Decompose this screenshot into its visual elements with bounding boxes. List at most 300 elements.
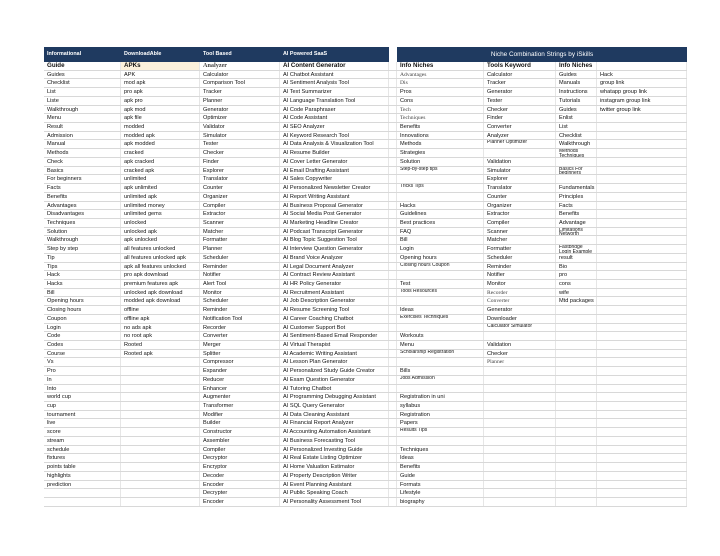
- cell-r48-c6[interactable]: Guide: [397, 472, 484, 480]
- cell-r40-c5[interactable]: [389, 402, 397, 410]
- cell-r44-c9[interactable]: [597, 437, 687, 445]
- cell-r27-c3[interactable]: Monitor: [200, 289, 280, 297]
- cell-r8-c8[interactable]: List: [556, 123, 597, 131]
- cell-r9-c6[interactable]: Innovations: [397, 132, 484, 140]
- cell-r47-c7[interactable]: [484, 463, 556, 471]
- cell-r13-c7[interactable]: Simulator: [484, 167, 556, 175]
- cell-r19-c1[interactable]: Techniques: [44, 219, 121, 227]
- cell-r8-c4[interactable]: AI SEO Analyzer: [280, 123, 389, 131]
- cell-r32-c3[interactable]: Converter: [200, 332, 280, 340]
- cell-r7-c4[interactable]: AI Code Assistant: [280, 114, 389, 122]
- cell-r30-c5[interactable]: [389, 315, 397, 323]
- header-ai-saas[interactable]: AI Powered SaaS: [280, 47, 389, 62]
- cell-r6-c8[interactable]: Guides: [556, 106, 597, 114]
- cell-r48-c3[interactable]: Decoder: [200, 472, 280, 480]
- cell-r29-c8[interactable]: [556, 306, 597, 314]
- cell-r45-c3[interactable]: Compiler: [200, 446, 280, 454]
- cell-r35-c9[interactable]: [597, 358, 687, 366]
- cell-r6-c6[interactable]: Tech: [397, 106, 484, 114]
- cell-r29-c6[interactable]: Ideas: [397, 306, 484, 314]
- cell-r40-c9[interactable]: [597, 402, 687, 410]
- cell-r20-c9[interactable]: [597, 228, 687, 236]
- cell-r45-c2[interactable]: [121, 446, 200, 454]
- cell-r34-c2[interactable]: Rooted apk: [121, 350, 200, 358]
- cell-r20-c5[interactable]: [389, 228, 397, 236]
- cell-r27-c9[interactable]: [597, 289, 687, 297]
- cell-r15-c7[interactable]: Translator: [484, 184, 556, 192]
- cell-r8-c6[interactable]: Benefits: [397, 123, 484, 131]
- cell-r47-c8[interactable]: [556, 463, 597, 471]
- cell-r41-c5[interactable]: [389, 411, 397, 419]
- cell-r44-c1[interactable]: stream: [44, 437, 121, 445]
- cell-r16-c4[interactable]: AI Report Writing Assistant: [280, 193, 389, 201]
- cell-r35-c5[interactable]: [389, 358, 397, 366]
- cell-r49-c6[interactable]: Formats: [397, 481, 484, 489]
- cell-r30-c2[interactable]: offline apk: [121, 315, 200, 323]
- cell-r37-c4[interactable]: AI Exam Question Generator: [280, 376, 389, 384]
- cell-r34-c4[interactable]: AI Academic Writing Assistant: [280, 350, 389, 358]
- cell-r42-c9[interactable]: [597, 419, 687, 427]
- cell-r32-c1[interactable]: Code: [44, 332, 121, 340]
- cell-r39-c8[interactable]: [556, 393, 597, 401]
- cell-r10-c5[interactable]: [389, 140, 397, 148]
- cell-r36-c5[interactable]: [389, 367, 397, 375]
- cell-r12-c5[interactable]: [389, 158, 397, 166]
- cell-r4-c7[interactable]: Generator: [484, 88, 556, 96]
- cell-r31-c3[interactable]: Recorder: [200, 324, 280, 332]
- cell-r39-c6[interactable]: Registration in uni: [397, 393, 484, 401]
- cell-r32-c6[interactable]: Workouts: [397, 332, 484, 340]
- cell-r3-c2[interactable]: mod apk: [121, 79, 200, 87]
- cell-r5-c9[interactable]: instagram group link: [597, 97, 687, 105]
- cell-r22-c2[interactable]: all features unlocked: [121, 245, 200, 253]
- cell-r16-c2[interactable]: unlimited apk: [121, 193, 200, 201]
- cell-r20-c8[interactable]: Limitations Networth: [556, 228, 597, 236]
- cell-r25-c5[interactable]: [389, 271, 397, 279]
- cell-r1-c3[interactable]: Analyzer: [200, 62, 280, 70]
- cell-r11-c7[interactable]: [484, 149, 556, 157]
- cell-r30-c4[interactable]: AI Career Coaching Chatbot: [280, 315, 389, 323]
- cell-r39-c2[interactable]: [121, 393, 200, 401]
- cell-r39-c4[interactable]: AI Programming Debugging Assistant: [280, 393, 389, 401]
- cell-r48-c7[interactable]: [484, 472, 556, 480]
- cell-r41-c6[interactable]: Registration: [397, 411, 484, 419]
- cell-r5-c3[interactable]: Planner: [200, 97, 280, 105]
- cell-r40-c2[interactable]: [121, 402, 200, 410]
- cell-r19-c9[interactable]: [597, 219, 687, 227]
- cell-r27-c8[interactable]: wife: [556, 289, 597, 297]
- cell-r13-c6[interactable]: Step-by-step tips: [397, 167, 484, 175]
- cell-r26-c9[interactable]: [597, 280, 687, 288]
- cell-r4-c4[interactable]: AI Text Summarizer: [280, 88, 389, 96]
- cell-r43-c7[interactable]: [484, 428, 556, 436]
- cell-r2-c8[interactable]: Guides: [556, 71, 597, 79]
- cell-r11-c1[interactable]: Methods: [44, 149, 121, 157]
- cell-r1-c9[interactable]: [597, 62, 687, 70]
- cell-r35-c6[interactable]: [397, 358, 484, 366]
- cell-r12-c7[interactable]: Validation: [484, 158, 556, 166]
- cell-r29-c5[interactable]: [389, 306, 397, 314]
- cell-r25-c6[interactable]: [397, 271, 484, 279]
- cell-r38-c9[interactable]: [597, 385, 687, 393]
- cell-r6-c3[interactable]: Generator: [200, 106, 280, 114]
- cell-r13-c1[interactable]: Basics: [44, 167, 121, 175]
- cell-r24-c5[interactable]: [389, 263, 397, 271]
- cell-r15-c9[interactable]: [597, 184, 687, 192]
- cell-r27-c6[interactable]: Tools Resources: [397, 289, 484, 297]
- cell-r31-c9[interactable]: [597, 324, 687, 332]
- cell-r30-c7[interactable]: Downloader: [484, 315, 556, 323]
- cell-r25-c7[interactable]: Notifier: [484, 271, 556, 279]
- cell-r26-c5[interactable]: [389, 280, 397, 288]
- cell-r33-c7[interactable]: Validation: [484, 341, 556, 349]
- cell-r50-c9[interactable]: [597, 489, 687, 497]
- cell-r2-c4[interactable]: AI Chatbot Assistant: [280, 71, 389, 79]
- cell-r13-c5[interactable]: [389, 167, 397, 175]
- cell-r21-c7[interactable]: Matcher: [484, 236, 556, 244]
- cell-r50-c6[interactable]: Lifestyle: [397, 489, 484, 497]
- cell-r39-c5[interactable]: [389, 393, 397, 401]
- cell-r16-c5[interactable]: [389, 193, 397, 201]
- cell-r33-c4[interactable]: AI Virtual Therapist: [280, 341, 389, 349]
- cell-r35-c4[interactable]: AI Lesson Plan Generator: [280, 358, 389, 366]
- cell-r23-c5[interactable]: [389, 254, 397, 262]
- cell-r40-c3[interactable]: Transformer: [200, 402, 280, 410]
- cell-r25-c8[interactable]: pro: [556, 271, 597, 279]
- cell-r50-c4[interactable]: AI Public Speaking Coach: [280, 489, 389, 497]
- cell-r46-c8[interactable]: [556, 454, 597, 462]
- cell-r38-c1[interactable]: Into: [44, 385, 121, 393]
- cell-r15-c4[interactable]: AI Personalized Newsletter Creator: [280, 184, 389, 192]
- cell-r10-c4[interactable]: AI Data Analysis & Visualization Tool: [280, 140, 389, 148]
- cell-r16-c6[interactable]: [397, 193, 484, 201]
- cell-r31-c6[interactable]: [397, 324, 484, 332]
- cell-r6-c7[interactable]: Checker: [484, 106, 556, 114]
- cell-r13-c8[interactable]: Basics For beginners: [556, 167, 597, 175]
- cell-r19-c8[interactable]: Advantage: [556, 219, 597, 227]
- cell-r38-c8[interactable]: [556, 385, 597, 393]
- cell-r51-c5[interactable]: [389, 498, 397, 506]
- cell-r29-c9[interactable]: [597, 306, 687, 314]
- cell-r15-c6[interactable]: Tricks Tips: [397, 184, 484, 192]
- cell-r28-c7[interactable]: Converter: [484, 297, 556, 305]
- cell-r50-c5[interactable]: [389, 489, 397, 497]
- cell-r43-c2[interactable]: [121, 428, 200, 436]
- cell-r34-c7[interactable]: Checker: [484, 350, 556, 358]
- cell-r1-c1[interactable]: Guide: [44, 62, 121, 70]
- cell-r7-c1[interactable]: Menu: [44, 114, 121, 122]
- cell-r40-c6[interactable]: syllabus: [397, 402, 484, 410]
- cell-r48-c2[interactable]: [121, 472, 200, 480]
- cell-r13-c9[interactable]: [597, 167, 687, 175]
- cell-r1-c7[interactable]: Tools Keyword: [484, 62, 556, 70]
- cell-r3-c7[interactable]: Tracker: [484, 79, 556, 87]
- cell-r32-c2[interactable]: no root apk: [121, 332, 200, 340]
- cell-r5-c4[interactable]: AI Language Translation Tool: [280, 97, 389, 105]
- cell-r24-c1[interactable]: Tips: [44, 263, 121, 271]
- cell-r42-c3[interactable]: Builder: [200, 419, 280, 427]
- cell-r30-c8[interactable]: [556, 315, 597, 323]
- cell-r21-c1[interactable]: Walkthrough: [44, 236, 121, 244]
- cell-r14-c5[interactable]: [389, 175, 397, 183]
- cell-r5-c8[interactable]: Tutorials: [556, 97, 597, 105]
- cell-r39-c3[interactable]: Augmenter: [200, 393, 280, 401]
- cell-r33-c9[interactable]: [597, 341, 687, 349]
- cell-r23-c7[interactable]: Scheduler: [484, 254, 556, 262]
- cell-r19-c4[interactable]: AI Marketing Headline Creator: [280, 219, 389, 227]
- cell-r46-c1[interactable]: fixtures: [44, 454, 121, 462]
- cell-r9-c7[interactable]: Analyzer: [484, 132, 556, 140]
- cell-r44-c5[interactable]: [389, 437, 397, 445]
- cell-r50-c7[interactable]: [484, 489, 556, 497]
- cell-r2-c9[interactable]: Hack: [597, 71, 687, 79]
- cell-r23-c1[interactable]: Tip: [44, 254, 121, 262]
- cell-r9-c5[interactable]: [389, 132, 397, 140]
- cell-r10-c6[interactable]: Methods: [397, 140, 484, 148]
- cell-r28-c9[interactable]: [597, 297, 687, 305]
- cell-r14-c2[interactable]: unlimited: [121, 175, 200, 183]
- cell-r18-c6[interactable]: Guidelines: [397, 210, 484, 218]
- cell-r32-c7[interactable]: [484, 332, 556, 340]
- cell-r20-c3[interactable]: Matcher: [200, 228, 280, 236]
- cell-r51-c9[interactable]: [597, 498, 687, 506]
- cell-r5-c5[interactable]: [389, 97, 397, 105]
- cell-r26-c1[interactable]: Hacks: [44, 280, 121, 288]
- cell-r28-c4[interactable]: AI Job Description Generator: [280, 297, 389, 305]
- cell-r17-c6[interactable]: Hacks: [397, 202, 484, 210]
- cell-r37-c6[interactable]: Jobs Admission: [397, 376, 484, 384]
- cell-r39-c9[interactable]: [597, 393, 687, 401]
- cell-r37-c8[interactable]: [556, 376, 597, 384]
- cell-r12-c9[interactable]: [597, 158, 687, 166]
- cell-r46-c5[interactable]: [389, 454, 397, 462]
- cell-r36-c3[interactable]: Expander: [200, 367, 280, 375]
- cell-r33-c5[interactable]: [389, 341, 397, 349]
- cell-r8-c7[interactable]: Converter: [484, 123, 556, 131]
- cell-r15-c3[interactable]: Counter: [200, 184, 280, 192]
- cell-r18-c5[interactable]: [389, 210, 397, 218]
- cell-r10-c1[interactable]: Manual: [44, 140, 121, 148]
- cell-r1-c4[interactable]: AI Content Generator: [280, 62, 389, 70]
- cell-r24-c3[interactable]: Reminder: [200, 263, 280, 271]
- cell-r27-c4[interactable]: AI Recruitment Assistant: [280, 289, 389, 297]
- cell-r35-c8[interactable]: [556, 358, 597, 366]
- cell-r28-c3[interactable]: Scheduler: [200, 297, 280, 305]
- cell-r37-c2[interactable]: [121, 376, 200, 384]
- cell-r37-c5[interactable]: [389, 376, 397, 384]
- cell-r24-c9[interactable]: [597, 263, 687, 271]
- cell-r21-c9[interactable]: [597, 236, 687, 244]
- cell-r8-c1[interactable]: Result: [44, 123, 121, 131]
- cell-r37-c9[interactable]: [597, 376, 687, 384]
- cell-r22-c5[interactable]: [389, 245, 397, 253]
- cell-r11-c9[interactable]: [597, 149, 687, 157]
- cell-r11-c3[interactable]: Checker: [200, 149, 280, 157]
- cell-r42-c4[interactable]: AI Financial Report Analyzer: [280, 419, 389, 427]
- cell-r47-c4[interactable]: AI Home Valuation Estimator: [280, 463, 389, 471]
- cell-r28-c8[interactable]: Mtd packages: [556, 297, 597, 305]
- cell-r4-c1[interactable]: List: [44, 88, 121, 96]
- cell-r48-c1[interactable]: highlights: [44, 472, 121, 480]
- cell-r16-c3[interactable]: Organizer: [200, 193, 280, 201]
- cell-r26-c8[interactable]: cons: [556, 280, 597, 288]
- cell-r37-c3[interactable]: Reducer: [200, 376, 280, 384]
- cell-r22-c9[interactable]: [597, 245, 687, 253]
- cell-r14-c4[interactable]: AI Sales Copywriter: [280, 175, 389, 183]
- cell-r21-c4[interactable]: AI Blog Topic Suggestion Tool: [280, 236, 389, 244]
- cell-r13-c3[interactable]: Explorer: [200, 167, 280, 175]
- cell-r29-c2[interactable]: offline: [121, 306, 200, 314]
- cell-r9-c1[interactable]: Admission: [44, 132, 121, 140]
- cell-r33-c3[interactable]: Merger: [200, 341, 280, 349]
- cell-r35-c3[interactable]: Compressor: [200, 358, 280, 366]
- cell-r36-c2[interactable]: [121, 367, 200, 375]
- cell-r11-c6[interactable]: Strategies: [397, 149, 484, 157]
- cell-r7-c9[interactable]: [597, 114, 687, 122]
- cell-r36-c1[interactable]: Pro: [44, 367, 121, 375]
- cell-r18-c2[interactable]: unlimited gems: [121, 210, 200, 218]
- cell-r27-c7[interactable]: Recorder: [484, 289, 556, 297]
- cell-r30-c9[interactable]: [597, 315, 687, 323]
- cell-r41-c1[interactable]: tournament: [44, 411, 121, 419]
- cell-r6-c1[interactable]: Walkthrough: [44, 106, 121, 114]
- cell-r42-c7[interactable]: [484, 419, 556, 427]
- cell-r16-c8[interactable]: Principles: [556, 193, 597, 201]
- cell-r4-c9[interactable]: whatapp group link: [597, 88, 687, 96]
- cell-r38-c3[interactable]: Enhancer: [200, 385, 280, 393]
- cell-r21-c3[interactable]: Formatter: [200, 236, 280, 244]
- cell-r11-c2[interactable]: cracked: [121, 149, 200, 157]
- cell-r13-c4[interactable]: AI Email Drafting Assistant: [280, 167, 389, 175]
- cell-r45-c8[interactable]: [556, 446, 597, 454]
- cell-r14-c6[interactable]: [397, 175, 484, 183]
- cell-r51-c6[interactable]: biography: [397, 498, 484, 506]
- cell-r49-c1[interactable]: prediction: [44, 481, 121, 489]
- cell-r15-c2[interactable]: apk unlimited: [121, 184, 200, 192]
- cell-r47-c6[interactable]: Benefits: [397, 463, 484, 471]
- cell-r29-c3[interactable]: Reminder: [200, 306, 280, 314]
- cell-r39-c7[interactable]: [484, 393, 556, 401]
- cell-r34-c5[interactable]: [389, 350, 397, 358]
- cell-r48-c4[interactable]: AI Property Description Writer: [280, 472, 389, 480]
- cell-r18-c1[interactable]: Disadvantages: [44, 210, 121, 218]
- cell-r31-c5[interactable]: [389, 324, 397, 332]
- cell-r3-c5[interactable]: [389, 79, 397, 87]
- header-niche-title[interactable]: Niche Combination Strings by iSkills: [397, 47, 687, 62]
- cell-r3-c9[interactable]: group link: [597, 79, 687, 87]
- cell-r40-c8[interactable]: [556, 402, 597, 410]
- cell-r1-c5[interactable]: [389, 62, 397, 70]
- cell-r5-c1[interactable]: Liste: [44, 97, 121, 105]
- cell-r7-c6[interactable]: Techniques: [397, 114, 484, 122]
- cell-r33-c1[interactable]: Codes: [44, 341, 121, 349]
- cell-r1-c8[interactable]: Info Niches: [556, 62, 597, 70]
- cell-r16-c1[interactable]: Benefits: [44, 193, 121, 201]
- cell-r27-c5[interactable]: [389, 289, 397, 297]
- cell-r24-c7[interactable]: Reminder: [484, 263, 556, 271]
- cell-r48-c5[interactable]: [389, 472, 397, 480]
- cell-r9-c4[interactable]: AI Keyword Research Tool: [280, 132, 389, 140]
- cell-r22-c4[interactable]: AI Interview Question Generator: [280, 245, 389, 253]
- cell-r4-c8[interactable]: Instructions: [556, 88, 597, 96]
- cell-r42-c5[interactable]: [389, 419, 397, 427]
- cell-r41-c2[interactable]: [121, 411, 200, 419]
- cell-r32-c9[interactable]: [597, 332, 687, 340]
- cell-r28-c6[interactable]: [397, 297, 484, 305]
- cell-r37-c7[interactable]: [484, 376, 556, 384]
- cell-r26-c7[interactable]: Monitor: [484, 280, 556, 288]
- cell-r26-c2[interactable]: premium features apk: [121, 280, 200, 288]
- cell-r2-c6[interactable]: Advantages: [397, 71, 484, 79]
- cell-r1-c2[interactable]: APKs: [121, 62, 200, 70]
- cell-r32-c5[interactable]: [389, 332, 397, 340]
- cell-r4-c3[interactable]: Tracker: [200, 88, 280, 96]
- cell-r7-c3[interactable]: Optimizer: [200, 114, 280, 122]
- cell-r3-c6[interactable]: Dis: [397, 79, 484, 87]
- cell-r50-c2[interactable]: [121, 489, 200, 497]
- cell-r45-c6[interactable]: Techniques: [397, 446, 484, 454]
- cell-r12-c1[interactable]: Check: [44, 158, 121, 166]
- cell-r14-c3[interactable]: Translator: [200, 175, 280, 183]
- cell-r11-c8[interactable]: Methods Techniques: [556, 149, 597, 157]
- cell-r50-c3[interactable]: Decrypter: [200, 489, 280, 497]
- cell-r33-c6[interactable]: Menu: [397, 341, 484, 349]
- cell-r8-c9[interactable]: [597, 123, 687, 131]
- cell-r49-c9[interactable]: [597, 481, 687, 489]
- cell-r21-c2[interactable]: apk unlocked: [121, 236, 200, 244]
- cell-r32-c8[interactable]: [556, 332, 597, 340]
- cell-r38-c2[interactable]: [121, 385, 200, 393]
- cell-r3-c3[interactable]: Comparison Tool: [200, 79, 280, 87]
- cell-r3-c8[interactable]: Manuals: [556, 79, 597, 87]
- cell-r45-c7[interactable]: [484, 446, 556, 454]
- cell-r8-c3[interactable]: Validator: [200, 123, 280, 131]
- cell-r49-c2[interactable]: [121, 481, 200, 489]
- cell-r7-c7[interactable]: Finder: [484, 114, 556, 122]
- cell-r3-c4[interactable]: AI Sentiment Analysis Tool: [280, 79, 389, 87]
- cell-r7-c5[interactable]: [389, 114, 397, 122]
- cell-r36-c7[interactable]: [484, 367, 556, 375]
- cell-r51-c4[interactable]: AI Personality Assessment Tool: [280, 498, 389, 506]
- cell-r42-c1[interactable]: live: [44, 419, 121, 427]
- cell-r17-c1[interactable]: Advantages: [44, 202, 121, 210]
- cell-r16-c9[interactable]: [597, 193, 687, 201]
- cell-r10-c9[interactable]: [597, 140, 687, 148]
- cell-r44-c7[interactable]: [484, 437, 556, 445]
- cell-r4-c5[interactable]: [389, 88, 397, 96]
- cell-r30-c1[interactable]: Coupon: [44, 315, 121, 323]
- cell-r41-c9[interactable]: [597, 411, 687, 419]
- cell-r46-c9[interactable]: [597, 454, 687, 462]
- cell-r49-c5[interactable]: [389, 481, 397, 489]
- cell-r44-c6[interactable]: [397, 437, 484, 445]
- cell-r42-c8[interactable]: [556, 419, 597, 427]
- cell-r23-c2[interactable]: all features unlocked apk: [121, 254, 200, 262]
- cell-r31-c7[interactable]: Calculator Simulator: [484, 324, 556, 332]
- cell-r18-c9[interactable]: [597, 210, 687, 218]
- cell-r7-c2[interactable]: apk file: [121, 114, 200, 122]
- cell-r3-c1[interactable]: Checklist: [44, 79, 121, 87]
- cell-r14-c7[interactable]: Explorer: [484, 175, 556, 183]
- cell-r44-c2[interactable]: [121, 437, 200, 445]
- cell-r31-c1[interactable]: Login: [44, 324, 121, 332]
- cell-r13-c2[interactable]: cracked apk: [121, 167, 200, 175]
- cell-r46-c7[interactable]: [484, 454, 556, 462]
- cell-r43-c8[interactable]: [556, 428, 597, 436]
- cell-r16-c7[interactable]: Counter: [484, 193, 556, 201]
- cell-r31-c2[interactable]: no ads apk: [121, 324, 200, 332]
- cell-r17-c7[interactable]: Organizer: [484, 202, 556, 210]
